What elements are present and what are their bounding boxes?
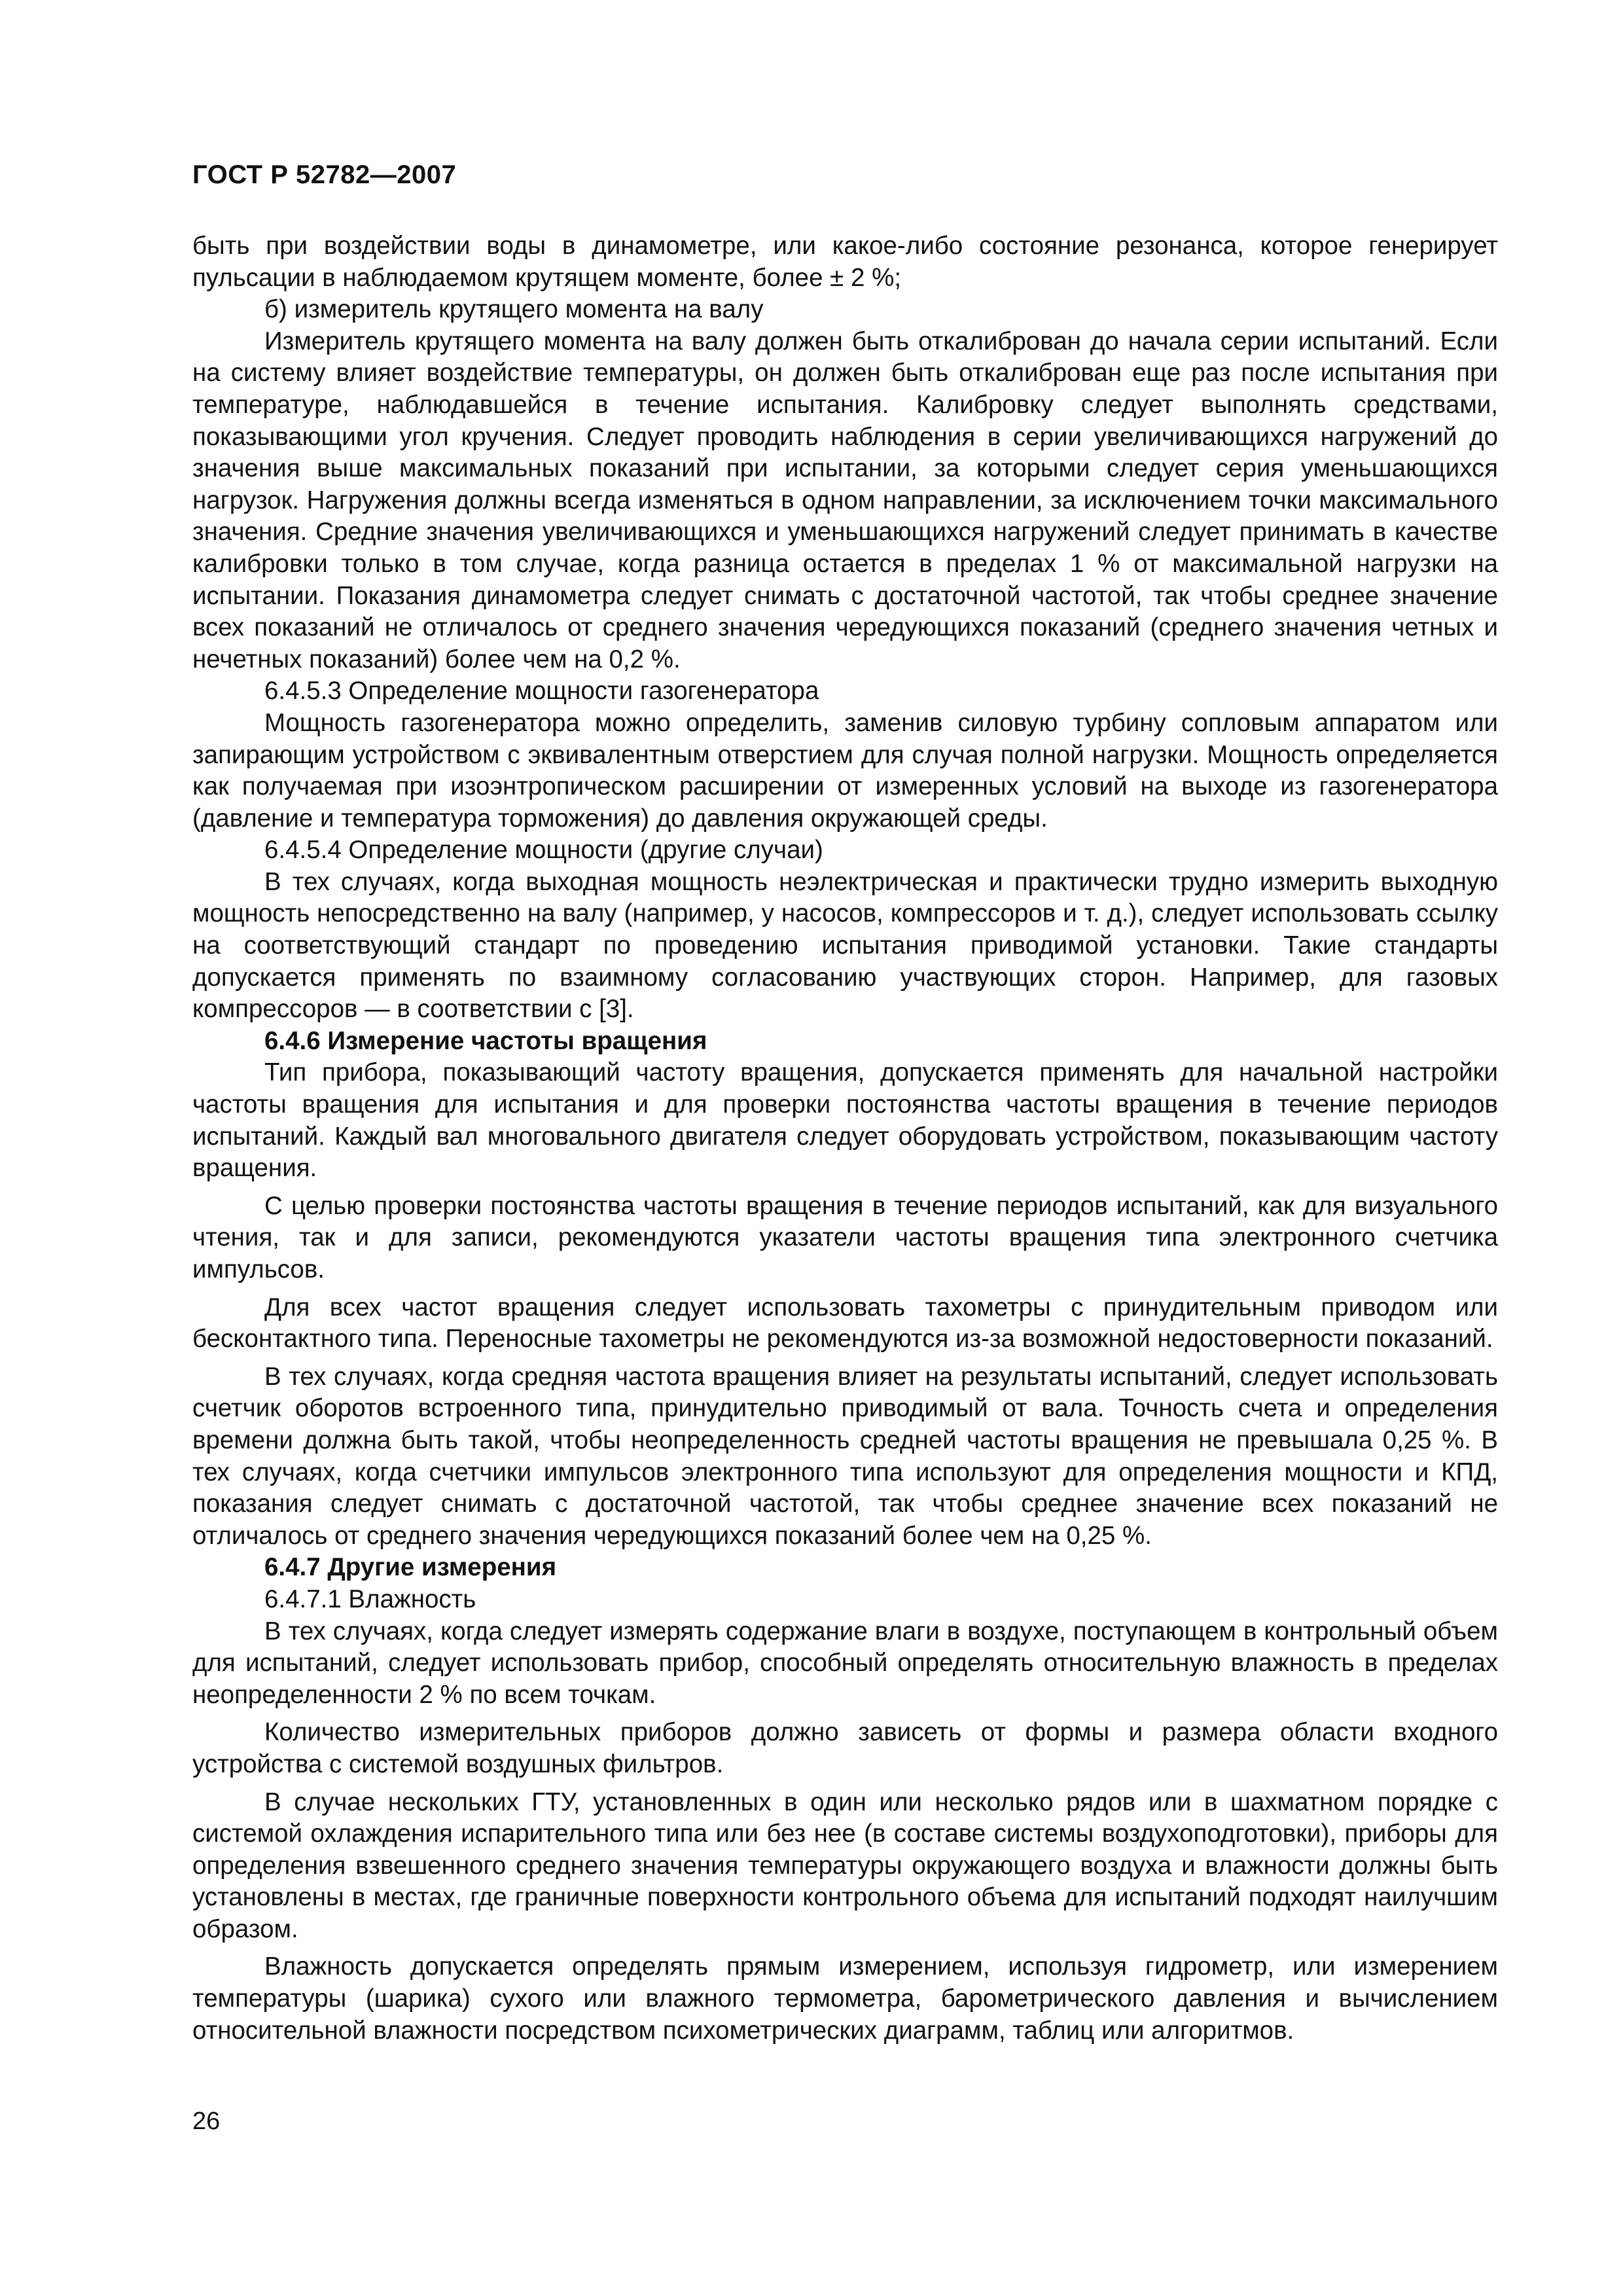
paragraph: В тех случаях, когда выходная мощность неэлектрическая и практически трудно измерить выходную мощность непосредственно на валу (например, у насосов, компрессоров и т. д.), следует использовать ссылку на соответствующий стандарт по проведению испытания приводимой установки. Такие стандарты допускается применять по взаимному согласованию участвующих сторон. Например, для газовых компрессоров — в соответствии с [3].: [192, 867, 1498, 1024]
paragraph: Количество измерительных приборов должно зависеть от формы и размера области входного устройства с системой воздушных фильтров.: [192, 1718, 1498, 1778]
paragraph: Измеритель крутящего момента на валу должен быть откалиброван до начала серии испытаний. Если на систему влияет воздействие температуры, он должен быть откалиброван еще раз после испытания при температуре, наблюдавшейся в течение испытания. Калибровку следует выполнять средствами, показывающими угол кручения. Следует проводить наблюдения в серии увеличивающихся нагружений до значения выше максимальных показаний при испытании, за которыми следует серия уменьшающихся нагрузок. Нагружения должны всегда изменяться в одном направлении, за исключением точки максимального значения. Средние значения увеличивающихся и уменьшающихся нагружений следует принимать в качестве калибровки только в том случае, когда разница остается в пределах 1 % от максимальной нагрузки на испытании. Показания динамометра следует снимать с достаточной частотой, так чтобы среднее значение всех показаний не отличалось от среднего значения чередующихся показаний (среднего значения четных и нечетных показаний) более чем на 0,2 %.: [192, 327, 1498, 673]
page-number: 26: [192, 2108, 221, 2135]
section-heading: 6.4.7 Другие измерения: [264, 1553, 557, 1582]
paragraph-continuation: быть при воздействии воды в динамометре, или какое-либо состояние резонанса, которое генерирует пульсации в наблюдаемом крутящем моменте, более ± 2 %;: [192, 232, 1498, 292]
paragraph: В тех случаях, когда средняя частота вращения влияет на результаты испытаний, следует использовать счетчик оборотов встроенного типа, принудительно приводимый от вала. Точность счета и определения времени должна быть такой, чтобы неопределенность средней частоты вращения не превышала 0,25 %. В тех случаях, когда счетчики импульсов электронного типа используют для определения мощности и КПД, показания следует снимать с достаточной частотой, так чтобы среднее значение всех показаний не отличалось от среднего значения чередующихся показаний более чем на 0,25 %.: [192, 1362, 1498, 1550]
subsection-heading: 6.4.5.3 Определение мощности газогенератора: [264, 677, 819, 706]
paragraph: В тех случаях, когда следует измерять содержание влаги в воздухе, поступающем в контрольный объем для испытаний, следует использовать прибор, способный определять относительную влажность в пределах неопределенности 2 % по всем точкам.: [192, 1617, 1498, 1709]
paragraph: Для всех частот вращения следует использовать тахометры с принудительным приводом или бесконтактного типа. Переносные тахометры не рекомендуются из-за возможной недостоверности показаний.: [192, 1293, 1498, 1354]
document-body: [192, 230, 1498, 2047]
list-item-b: б) измеритель крутящего момента на валу: [264, 295, 764, 324]
document-header: ГОСТ Р 52782—2007: [192, 160, 457, 189]
paragraph: С целью проверки постоянства частоты вращения в течение периодов испытаний, как для визуального чтения, так и для записи, рекомендуются указатели частоты вращения типа электронного счетчика импульсов.: [192, 1191, 1498, 1283]
paragraph: Влажность допускается определять прямым измерением, используя гидрометр, или измерением температуры (шарика) сухого или влажного термометра, барометрического давления и вычислением относительной влажности посредством психометрических диаграмм, таблиц или алгоритмов.: [192, 1952, 1498, 2045]
paragraph: Тип прибора, показывающий частоту вращения, допускается применять для начальной настройки частоты вращения для испытания и для проверки постоянства частоты вращения в течение периодов испытаний. Каждый вал многовального двигателя следует оборудовать устройством, показывающим частоту вращения.: [192, 1058, 1498, 1183]
paragraph: Мощность газогенератора можно определить, заменив силовую турбину сопловым аппаратом или запирающим устройством с эквивалентным отверстием для случая полной нагрузки. Мощность определяется как получаемая при изоэнтропическом расширении от измеренных условий на выходе из газогенератора (давление и температура торможения) до давления окружающей среды.: [192, 708, 1498, 833]
subsection-heading: 6.4.7.1 Влажность: [264, 1585, 476, 1613]
subsection-heading: 6.4.5.4 Определение мощности (другие случаи): [264, 836, 823, 865]
section-heading: 6.4.6 Измерение частоты вращения: [264, 1026, 707, 1055]
paragraph: В случае нескольких ГТУ, установленных в один или несколько рядов или в шахматном порядке с системой охлаждения испарительного типа или без нее (в составе системы воздухоподготовки), приборы для определения взвешенного среднего значения температуры окружающего воздуха и влажности должны быть установлены в местах, где граничные поверхности контрольного объема для испытаний подходят наилучшим образом.: [192, 1787, 1498, 1943]
